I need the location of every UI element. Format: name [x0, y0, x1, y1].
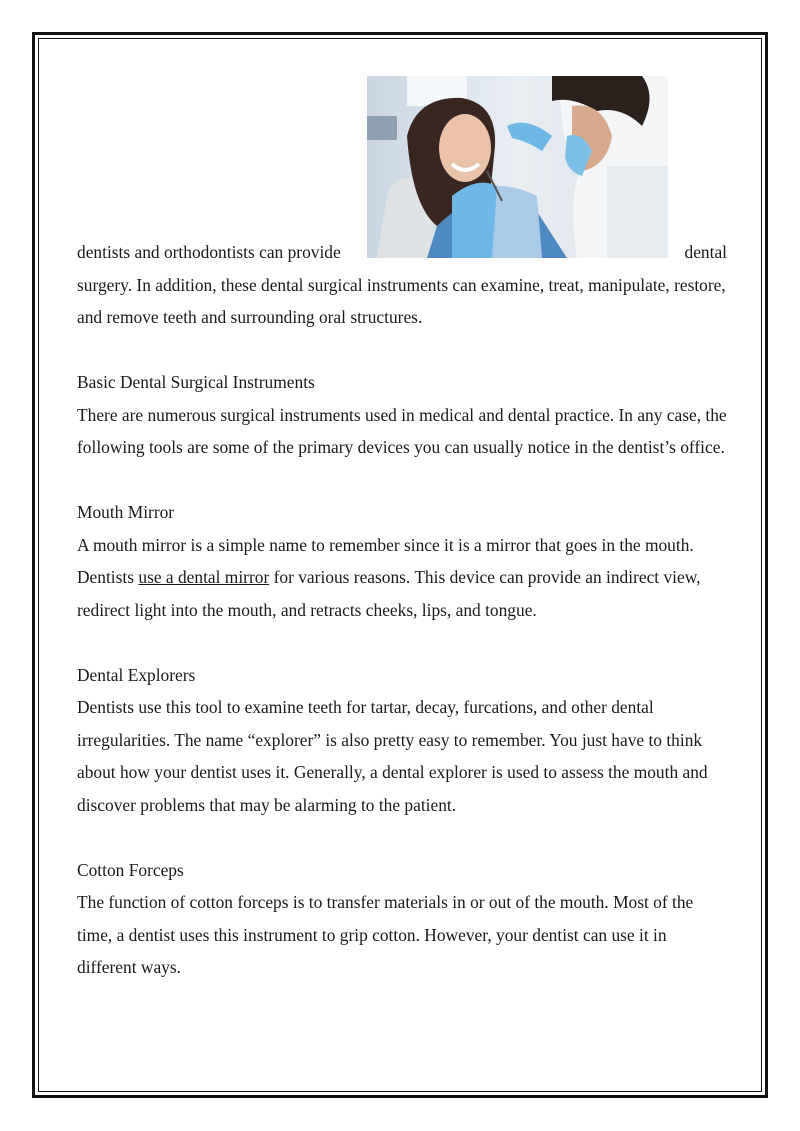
intro-first-line	[77, 236, 727, 269]
dentist-patient-photo	[367, 76, 668, 258]
intro-text-rest: surgery. In addition, these dental surgical instruments can examine, treat, manipulate, restore, and remove teeth and surrounding oral structures.	[77, 274, 726, 327]
intro-text-start: dentists and orthodontists can provide	[77, 242, 341, 262]
mouth-mirror-paragraph	[77, 529, 727, 627]
heading-mouth-mirror: Mouth Mirror	[77, 502, 175, 522]
dental-mirror-link[interactable]: use a dental mirror	[138, 567, 270, 587]
heading-cotton-forceps: Cotton Forceps	[77, 859, 184, 880]
cotton-forceps-paragraph: The function of cotton forceps is to transfer materials in or out of the mouth. Most of the time, a dentist uses this instrument to grip cotton. However, your dentist can use it in different ways.	[77, 892, 694, 977]
mirror-text-after: for various reasons. This device can provide an indirect view, redirect light into the mouth, and retracts cheeks, lips, and tongue.	[77, 567, 701, 620]
heading-dental-explorers: Dental Explorers	[77, 664, 196, 685]
intro-text-end: dental	[684, 242, 727, 262]
dental-explorers-paragraph: Dentists use this tool to examine teeth for tartar, decay, furcations, and other dental irregularities. The name “explorer” is also pretty easy to remember. You just have to think about how your dentist uses it. Generally, a dental explorer is used to assess the mouth and discover problems that may be alarming to the patient.	[77, 697, 708, 815]
document-body	[77, 236, 727, 1016]
basic-instruments-paragraph: There are numerous surgical instruments used in medical and dental practice. In any case, the following tools are some of the primary devices you can usually notice in the dentist’s office.	[77, 404, 727, 457]
heading-basic-instruments: Basic Dental Surgical Instruments	[77, 372, 315, 392]
intro-paragraph	[77, 236, 727, 334]
mirror-text-before: A mouth mirror is a simple name to remember since it is a mirror that goes in the mouth. Dentists	[77, 534, 694, 587]
